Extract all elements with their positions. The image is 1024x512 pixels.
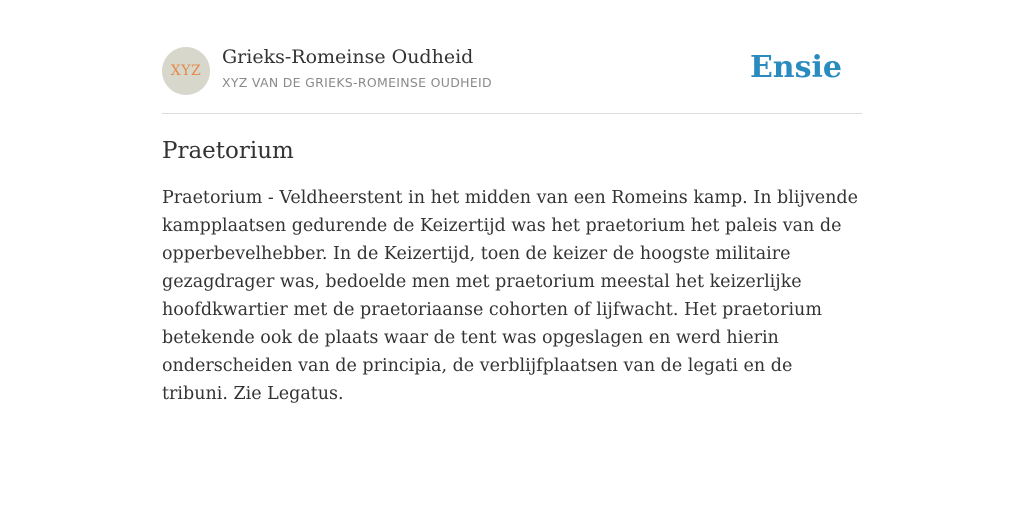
source-subtitle: XYZ VAN DE GRIEKS-ROMEINSE OUDHEID: [222, 75, 492, 90]
ensie-logo[interactable]: Ensie: [749, 50, 842, 85]
entry-card: [162, 46, 862, 408]
entry-body: Praetorium - Veldheerstent in het midden van een Romeins kamp. In blijvende kampplaatsen gedurende de Keizertijd was het praetorium het paleis van de opperbevelhebber. In de Keizertijd, toen de keizer de hoogste militaire gezagdrager was, bedoelde men met praetorium meestal het keizerlijke hoofdkwartier met de praetoriaanse cohorten of lijfwacht. Het praetorium betekende ook de plaats waar de tent was opgeslagen en werd hierin onderscheiden van de principia, de verblijfplaatsen van de legati en de tribuni. Zie Legatus.: [162, 188, 858, 404]
source-avatar: XYZ: [162, 47, 210, 95]
entry-title: Praetorium: [162, 138, 294, 164]
source-title[interactable]: Grieks-Romeinse Oudheid: [222, 46, 474, 68]
entry-header: [162, 46, 862, 114]
